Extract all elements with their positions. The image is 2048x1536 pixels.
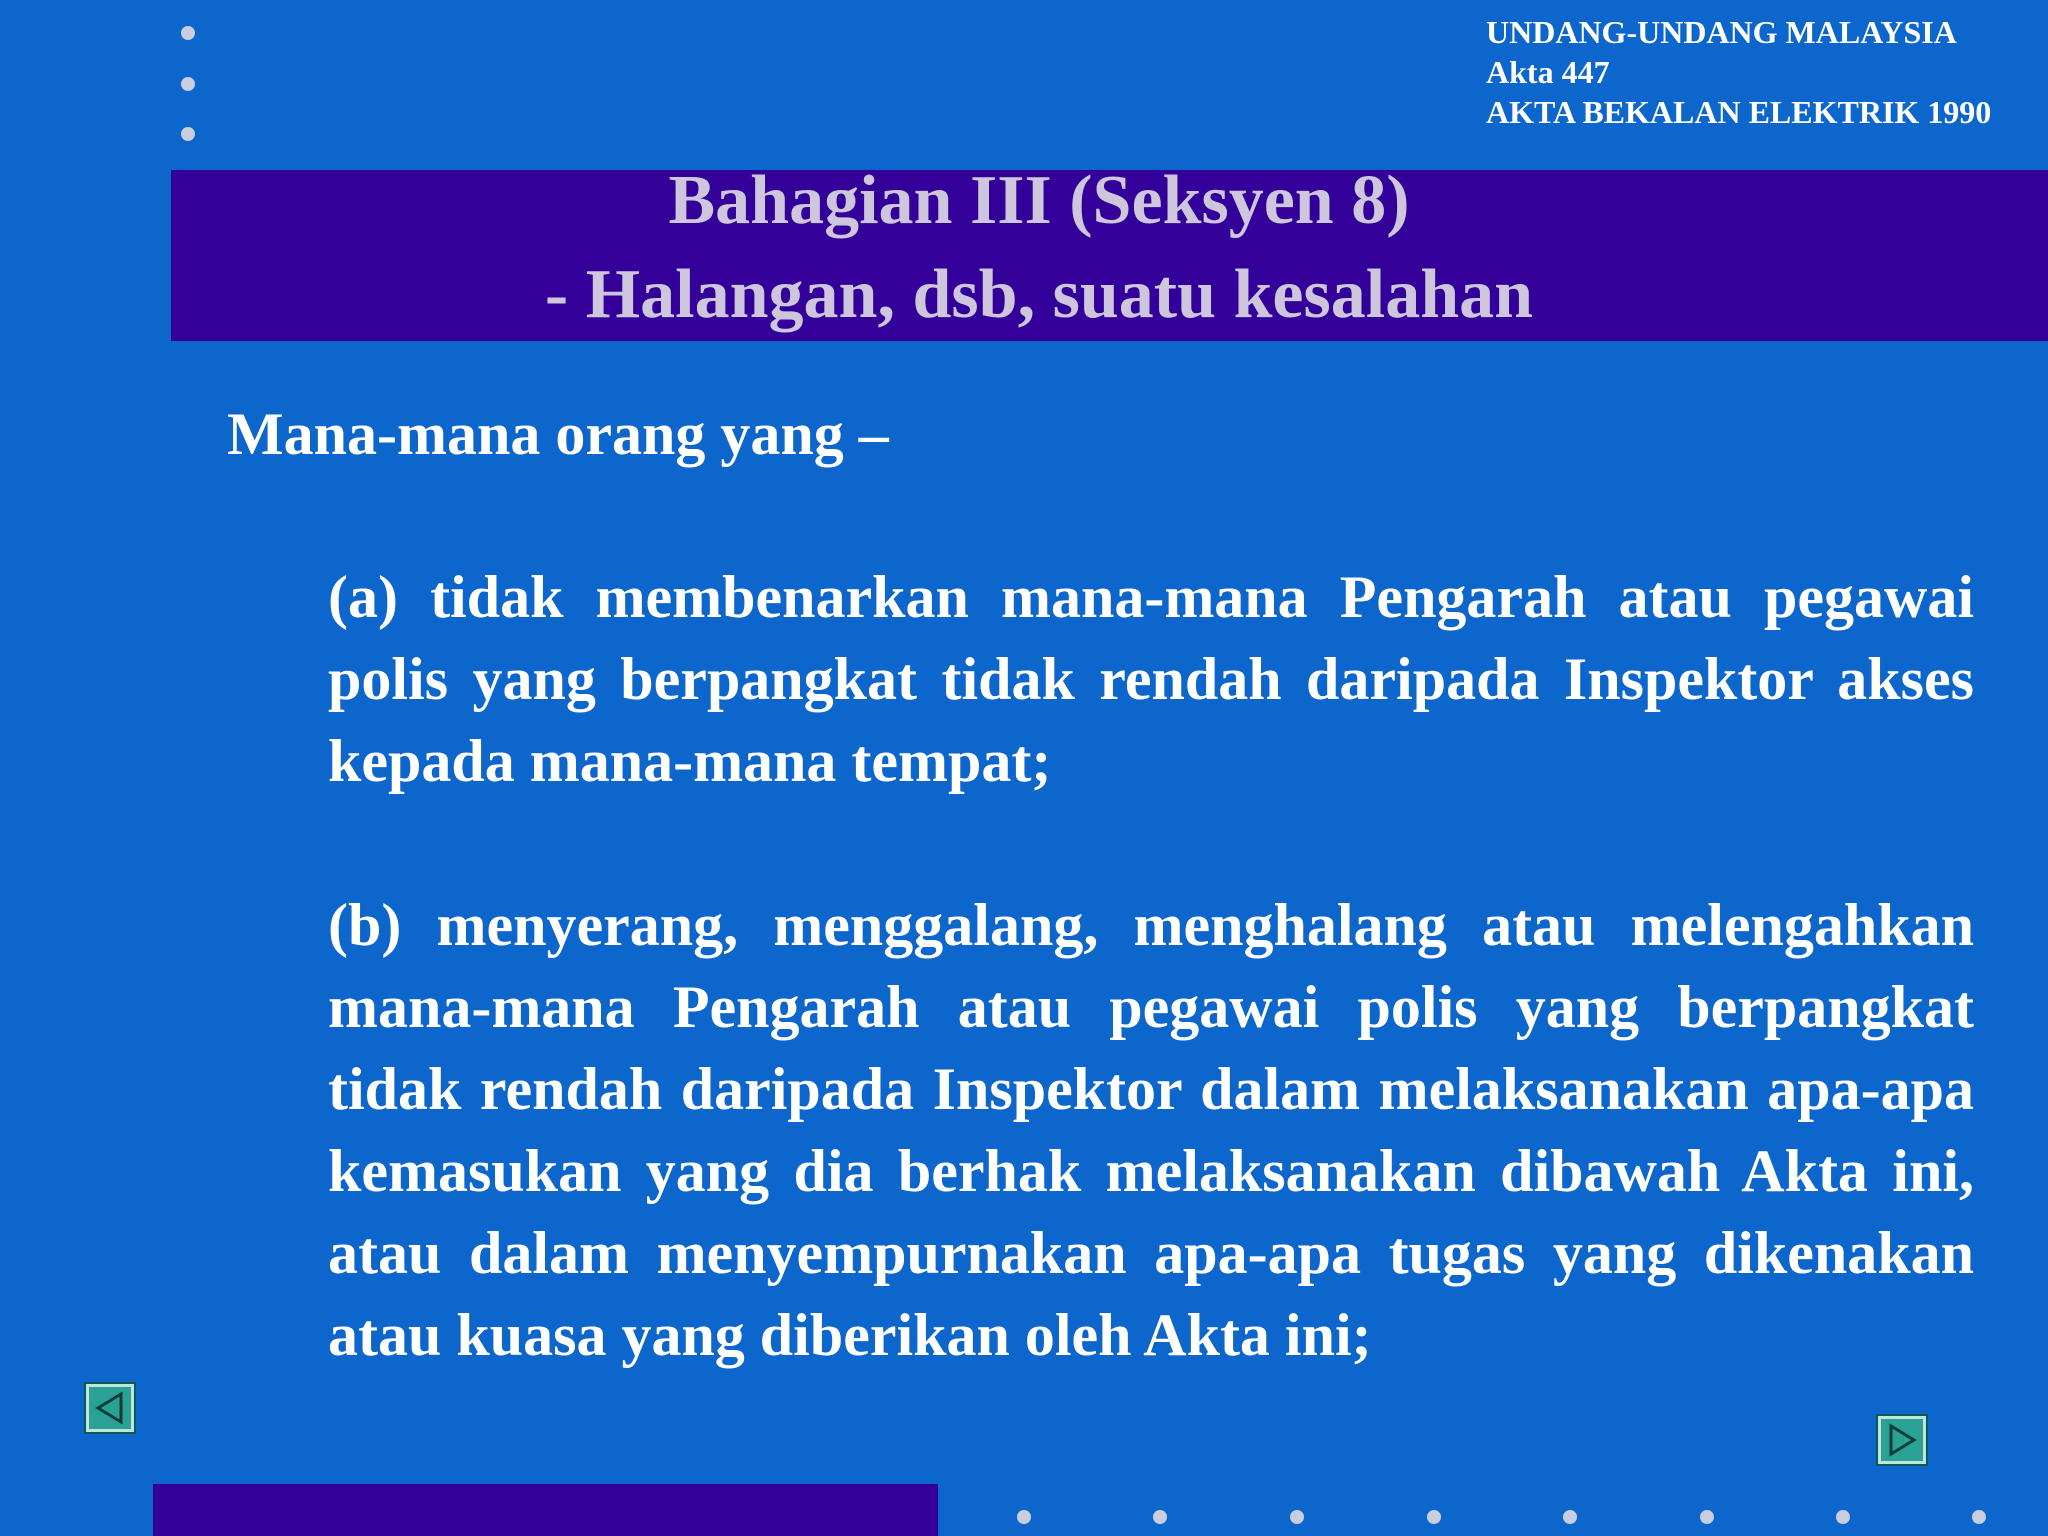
slide-title-line-1: Bahagian III (Seksyen 8)	[668, 162, 1410, 239]
triangle-right-icon	[1881, 1419, 1923, 1461]
next-slide-button[interactable]	[1878, 1416, 1926, 1464]
decor-dot	[181, 26, 195, 40]
header-line-act-name: AKTA BEKALAN ELEKTRIK 1990	[1486, 94, 1992, 130]
decor-dot	[1427, 1510, 1441, 1524]
clause-a: (a) tidak membenarkan mana-mana Pengarah atau pegawai polis yang berpangkat tidak rendah daripada Inspektor akses kepada mana-mana tempat;	[328, 564, 1974, 794]
slide-title-line-2: - Halangan, dsb, suatu kesalahan	[544, 256, 1534, 333]
decor-dot	[1836, 1510, 1850, 1524]
clause-b: (b) menyerang, menggalang, menghalang atau melengahkan mana-mana Pengarah atau pegawai polis yang berpangkat tidak rendah daripada Inspektor dalam melaksanakan apa-apa kemasukan yang dia berhak melaksanakan dibawah Akta ini, atau dalam menyempurnakan apa-apa tugas yang dikenakan atau kuasa yang diberikan oleh Akta ini;	[328, 892, 1974, 1368]
previous-slide-button[interactable]	[86, 1384, 134, 1432]
slide-title	[171, 154, 1907, 342]
bottom-bar	[153, 1484, 938, 1536]
decor-dot	[1700, 1510, 1714, 1524]
header-line-law: UNDANG-UNDANG MALAYSIA	[1486, 14, 1957, 50]
decor-dot	[181, 77, 195, 91]
lead-text: Mana-mana orang yang –	[227, 401, 889, 467]
decor-dot	[1153, 1510, 1167, 1524]
triangle-left-icon	[89, 1387, 131, 1429]
decor-dot	[181, 127, 195, 141]
decor-dot	[1563, 1510, 1577, 1524]
decor-dot	[1290, 1510, 1304, 1524]
header-block	[1486, 12, 1991, 132]
decor-dot	[1972, 1510, 1986, 1524]
decor-dot	[1017, 1510, 1031, 1524]
header-line-act-number: Akta 447	[1486, 54, 1610, 90]
